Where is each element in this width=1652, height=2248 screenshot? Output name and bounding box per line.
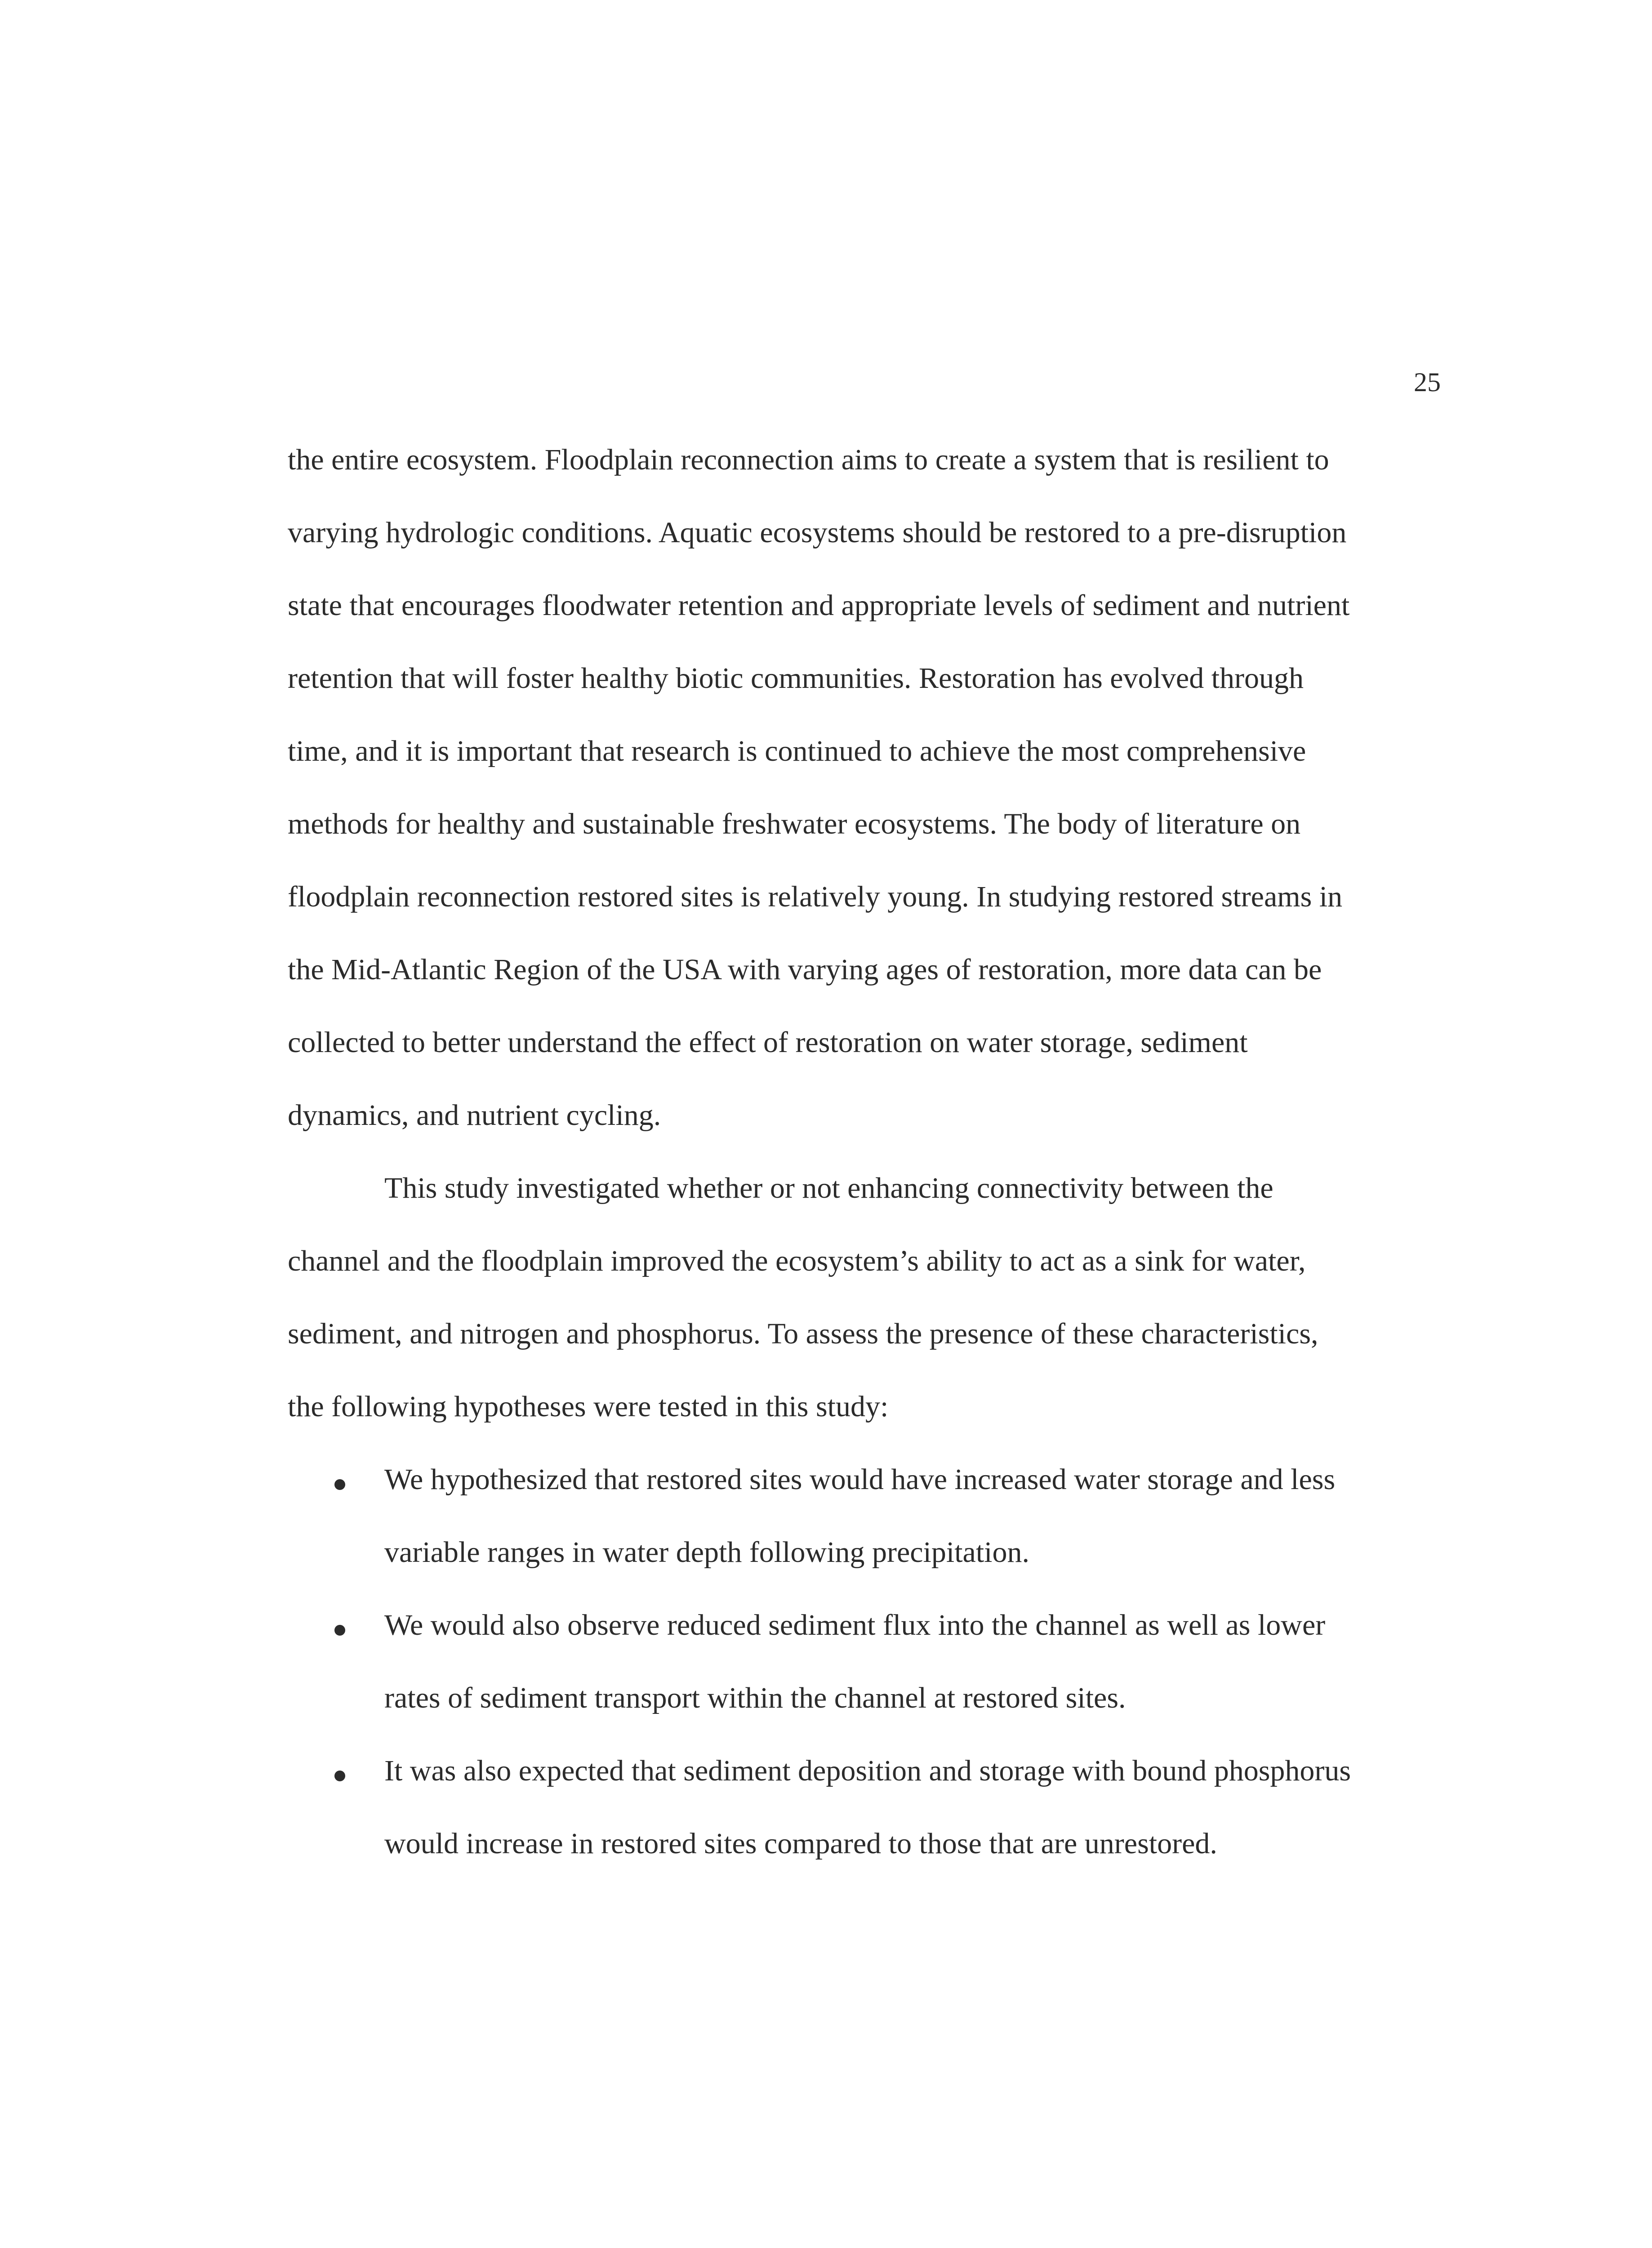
text-line: This study investigated whether or not enhancing connectivity between the (384, 1172, 1274, 1204)
text-line: would increase in restored sites compared to those that are unrestored. (384, 1827, 1217, 1860)
text-line: collected to better understand the effect of restoration on water storage, sediment (288, 1026, 1248, 1059)
text-line: rates of sediment transport within the channel at restored sites. (384, 1682, 1126, 1714)
text-line: retention that will foster healthy biotic communities. Restoration has evolved through (288, 662, 1304, 695)
text-line: the Mid-Atlantic Region of the USA with varying ages of restoration, more data can be (288, 953, 1322, 986)
text-line: varying hydrologic conditions. Aquatic ecosystems should be restored to a pre-disruption (288, 516, 1347, 549)
text-line: time, and it is important that research is continued to achieve the most comprehensive (288, 735, 1306, 767)
text-line: methods for healthy and sustainable freshwater ecosystems. The body of literature on (288, 807, 1301, 840)
text-line: floodplain reconnection restored sites is relatively young. In studying restored streams in (288, 880, 1343, 913)
text-line: state that encourages floodwater retention and appropriate levels of sediment and nutrient (288, 589, 1350, 622)
text-line: variable ranges in water depth following precipitation. (384, 1536, 1030, 1569)
bullet-icon (334, 1625, 345, 1636)
text-line: sediment, and nitrogen and phosphorus. To assess the presence of these characteristics, (288, 1317, 1318, 1350)
text-line: We hypothesized that restored sites would have increased water storage and less (384, 1463, 1336, 1496)
bullet-icon (334, 1479, 345, 1490)
text-line: dynamics, and nutrient cycling. (288, 1099, 661, 1132)
text-line: It was also expected that sediment deposition and storage with bound phosphorus (384, 1754, 1351, 1787)
text-line: the entire ecosystem. Floodplain reconnection aims to create a system that is resilient to (288, 443, 1329, 476)
text-line: channel and the floodplain improved the ecosystem’s ability to act as a sink for water, (288, 1244, 1306, 1277)
page-number: 25 (1414, 367, 1441, 397)
text-line: the following hypotheses were tested in this study: (288, 1390, 889, 1423)
bullet-icon (334, 1771, 345, 1781)
text-line: We would also observe reduced sediment flux into the channel as well as lower (384, 1609, 1326, 1641)
